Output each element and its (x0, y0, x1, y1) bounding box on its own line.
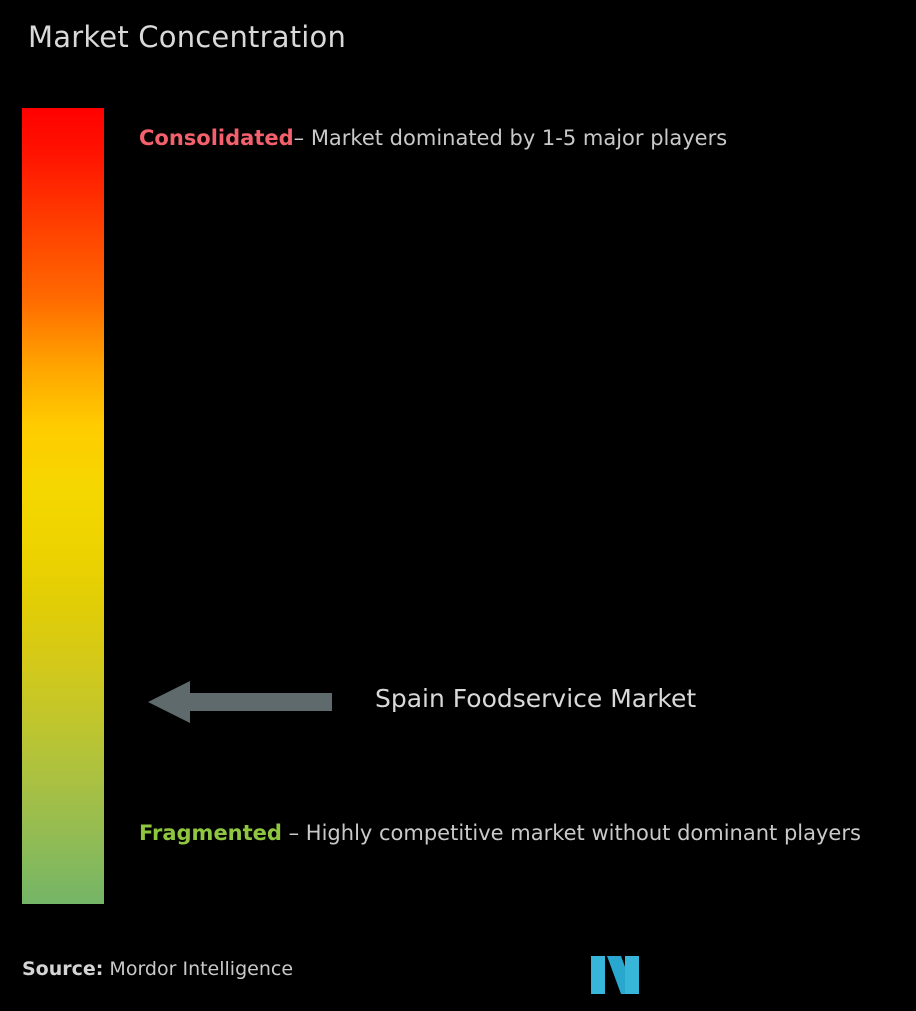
concentration-gradient-scale (22, 108, 104, 904)
legend-consolidated (139, 126, 727, 150)
legend-consolidated-label: Consolidated (139, 126, 294, 150)
source-attribution (22, 958, 293, 980)
source-value: Mordor Intelligence (103, 958, 294, 980)
page-title: Market Concentration (28, 20, 347, 54)
legend-fragmented-description: – Highly competitive market without dominant players (281, 821, 861, 845)
mordor-intelligence-logo (589, 952, 661, 996)
legend-consolidated-description: – Market dominated by 1-5 major players (293, 126, 728, 150)
legend-fragmented (139, 803, 869, 863)
legend-fragmented-label: Fragmented (139, 821, 282, 845)
source-label: Source: (22, 958, 104, 980)
market-position-label: Spain Foodservice Market (375, 684, 697, 713)
market-position-arrow (148, 675, 332, 729)
